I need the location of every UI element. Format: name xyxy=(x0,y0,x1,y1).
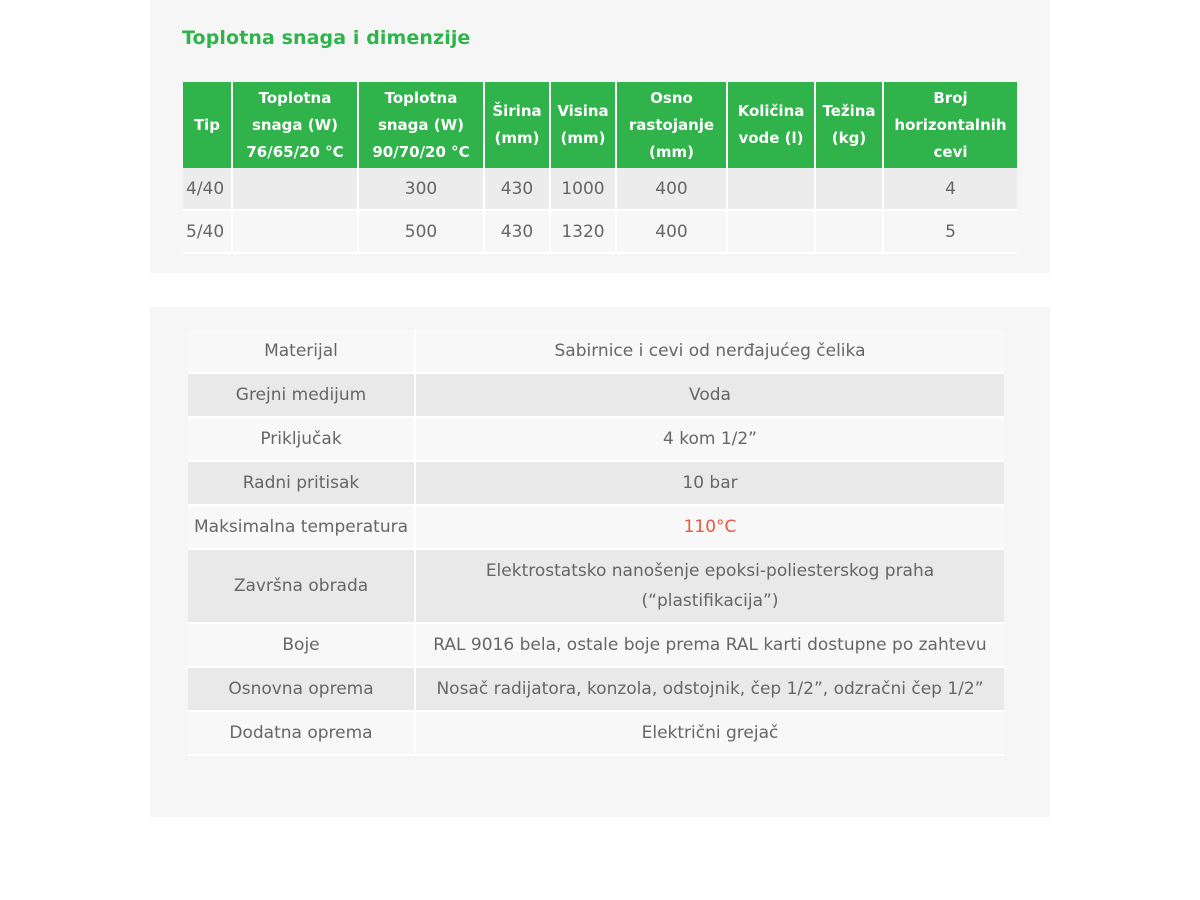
spec-row-basic-equipment xyxy=(188,668,1004,712)
spec-label: Materijal xyxy=(188,330,416,374)
cell-width: 430 xyxy=(485,211,551,254)
spec-row-material xyxy=(188,330,1004,374)
cell-horizontal-pipes: 4 xyxy=(884,168,1017,211)
cell-tip: 4/40 xyxy=(183,168,233,211)
spec-row-working-pressure xyxy=(188,462,1004,506)
spec-value: Voda xyxy=(416,374,1004,418)
spec-label: Dodatna oprema xyxy=(188,712,416,756)
spec-value: Električni grejač xyxy=(416,712,1004,756)
cell-power-76 xyxy=(233,211,359,254)
cell-axis-distance: 400 xyxy=(617,211,728,254)
spec-label: Osnovna oprema xyxy=(188,668,416,712)
cell-axis-distance: 400 xyxy=(617,168,728,211)
spec-label: Radni pritisak xyxy=(188,462,416,506)
spec-row-heating-medium xyxy=(188,374,1004,418)
header-axis-distance: Osno rastojanje (mm) xyxy=(617,82,728,168)
dimensions-section xyxy=(150,0,1050,273)
cell-width: 430 xyxy=(485,168,551,211)
specifications-section xyxy=(150,307,1050,817)
spec-value-highlight: 110°C xyxy=(416,506,1004,550)
header-tip: Tip xyxy=(183,82,233,168)
cell-water-volume xyxy=(728,168,816,211)
cell-tip: 5/40 xyxy=(183,211,233,254)
header-weight: Težina (kg) xyxy=(816,82,884,168)
spec-value: Nosač radijatora, konzola, odstojnik, čep 1/2”, odzračni čep 1/2” xyxy=(416,668,1004,712)
table-row xyxy=(183,168,1017,211)
spec-label: Boje xyxy=(188,624,416,668)
spec-row-additional-equipment xyxy=(188,712,1004,756)
spec-label: Maksimalna temperatura xyxy=(188,506,416,550)
spec-label: Završna obrada xyxy=(188,550,416,624)
header-horizontal-pipes: Broj horizontalnih cevi xyxy=(884,82,1017,168)
header-width: Širina (mm) xyxy=(485,82,551,168)
specifications-table xyxy=(188,330,1004,756)
header-power-90: Toplotna snaga (W) 90/70/20 °C xyxy=(359,82,485,168)
spec-value: 10 bar xyxy=(416,462,1004,506)
spec-row-max-temperature xyxy=(188,506,1004,550)
cell-power-90: 300 xyxy=(359,168,485,211)
table-row xyxy=(183,211,1017,254)
spec-value: RAL 9016 bela, ostale boje prema RAL karti dostupne po zahtevu xyxy=(416,624,1004,668)
cell-horizontal-pipes: 5 xyxy=(884,211,1017,254)
header-power-76: Toplotna snaga (W) 76/65/20 °C xyxy=(233,82,359,168)
cell-height: 1000 xyxy=(551,168,617,211)
cell-weight xyxy=(816,168,884,211)
dimensions-table xyxy=(183,82,1017,254)
header-water-volume: Količina vode (l) xyxy=(728,82,816,168)
spec-row-connection xyxy=(188,418,1004,462)
cell-height: 1320 xyxy=(551,211,617,254)
table-header-row xyxy=(183,82,1017,168)
cell-power-90: 500 xyxy=(359,211,485,254)
spec-value: 4 kom 1/2” xyxy=(416,418,1004,462)
spec-value: Sabirnice i cevi od nerđajućeg čelika xyxy=(416,330,1004,374)
section-heading: Toplotna snaga i dimenzije xyxy=(182,27,471,49)
spec-row-colors xyxy=(188,624,1004,668)
spec-value: Elektrostatsko nanošenje epoksi-poliesterskog praha (“plastifikacija”) xyxy=(416,550,1004,624)
spec-label: Grejni medijum xyxy=(188,374,416,418)
spec-row-finish xyxy=(188,550,1004,624)
cell-weight xyxy=(816,211,884,254)
cell-water-volume xyxy=(728,211,816,254)
cell-power-76 xyxy=(233,168,359,211)
header-height: Visina (mm) xyxy=(551,82,617,168)
spec-label: Priključak xyxy=(188,418,416,462)
